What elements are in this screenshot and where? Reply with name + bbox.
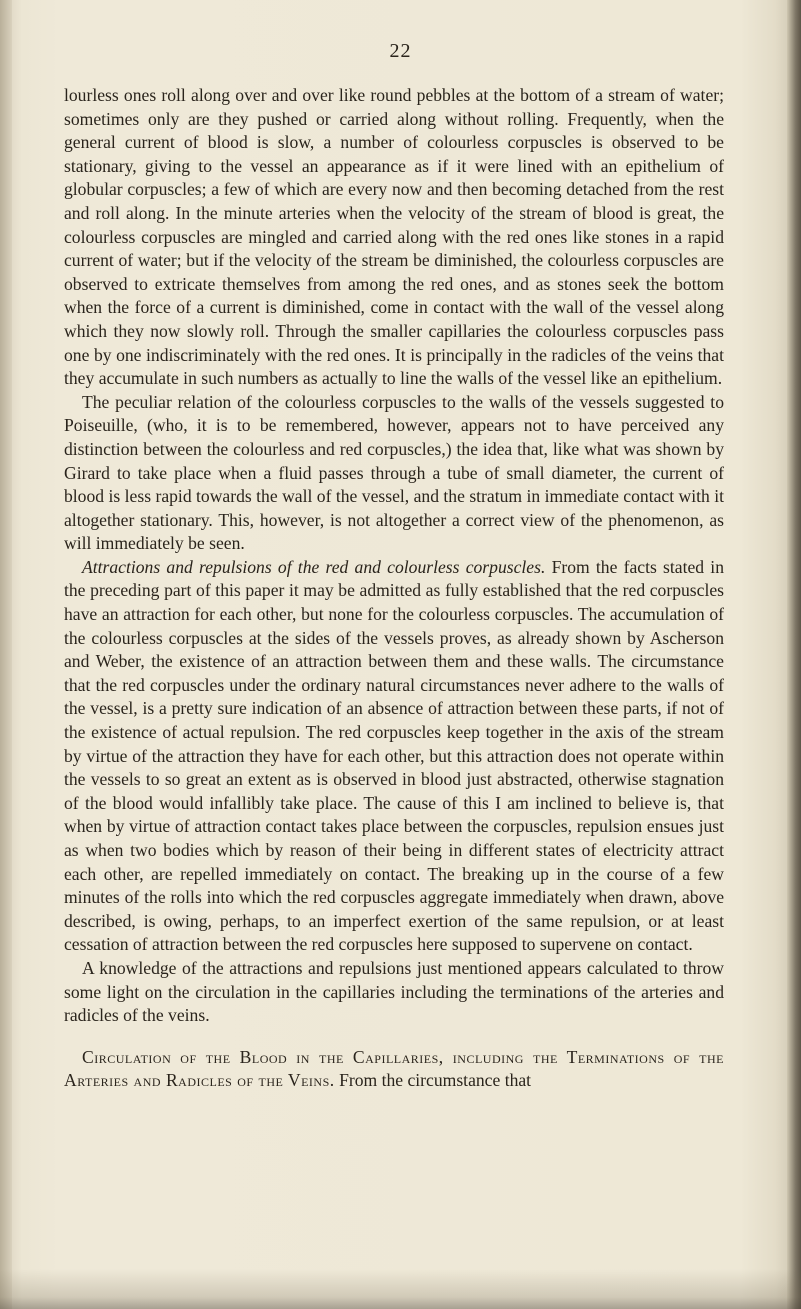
page-right-edge	[787, 0, 801, 1309]
paragraph-poiseuille: The peculiar relation of the colourless corpuscles to the walls of the vessels suggested to Poiseuille, (who, it is to be remembered, however, appears not to have perceived any distinction between the colourless and red corpuscles,) the idea that, like what was shown by Girard to take place when a fluid passes through a tube of small diameter, the current of blood is less rapid towards the wall of the vessel, and the stratum in immediate contact with it altogether stationary. This, however, is not altogether a correct view of the phenomenon, as will immediately be seen.	[64, 391, 724, 554]
page-number: 22	[389, 40, 412, 62]
paragraph-attractions	[64, 556, 724, 957]
page-left-edge	[0, 0, 12, 1309]
attractions-body: From the facts stated in the preceding part of this paper it may be admitted as fully established that the red corpuscles have an attraction for each other, but none for the colourless corpuscles. The accumulation of the colourless corpuscles at the sides of the vessels proves, as already shown by Ascherson and Weber, the existence of an attraction between them and these walls. The circumstance that the red corpuscles under the ordinary natural circumstances never adhere to the walls of the vessel, is a pretty sure indication of an absence of attraction between these parts, if not of the existence of actual repulsion. The red corpuscles keep together in the axis of the stream by virtue of the attraction they have for each other, but this attraction does not operate within the vessels to so great an extent as is observed in blood just abstracted, otherwise stagnation of the blood would infallibly take place. The cause of this I am inclined to believe is, that when by virtue of attraction contact takes place between the corpuscles, repulsion ensues just as when two bodies which by reason of their being in different states of electricity attract each other, are repelled immediately on contact. The breaking up in the course of a few minutes of the rolls into which the red corpuscles aggregate immediately when drawn, above described, is owing, perhaps, to an imperfect exertion of the same repulsion, or at least cessation of attraction between the red corpuscles here supposed to supervene on contact.	[64, 556, 724, 955]
paragraph-continuation: lourless ones roll along over and over like round pebbles at the bottom of a stream of water; sometimes only are they pushed or carried along without rolling. Frequently, when the general current of blood is slow, a number of colourless corpuscles is observed to be stationary, giving to the vessel an appearance as if it were lined with an epithelium of globular corpuscles; a few of which are every now and then becoming detached from the rest and roll along. In the minute arteries when the velocity of the stream of blood is great, the colourless corpuscles are mingled and carried along with the red ones like stones in a rapid current of water; but if the velocity of the stream be diminished, the colourless corpuscles are observed to extricate themselves from among the red ones, and as stones seek the bottom when the force of a current is diminished, come in contact with the wall of the vessel along which they now slowly roll. Through the smaller capillaries the colourless corpuscles pass one by one indiscriminately with the red ones. It is principally in the radicles of the veins that they accumulate in such numbers as actually to line the walls of the vessel like an epithelium.	[64, 85, 724, 389]
body-text	[64, 84, 724, 1093]
page-bottom-shadow	[0, 1269, 801, 1309]
circulation-body: From the circumstance that	[334, 1070, 532, 1091]
attractions-heading: Attractions and repulsions of the red and colourless corpuscles.	[82, 556, 546, 577]
paragraph-circulation	[64, 1046, 724, 1093]
paragraph-knowledge: A knowledge of the attractions and repulsions just mentioned appears calculated to throw some light on the circulation in the capillaries including the terminations of the arteries and radicles of the veins.	[64, 957, 724, 1026]
circulation-heading: Circulation of the Blood in the Capillaries, including the Terminations of the Arteries and Radicles of the Veins.	[64, 1046, 724, 1091]
